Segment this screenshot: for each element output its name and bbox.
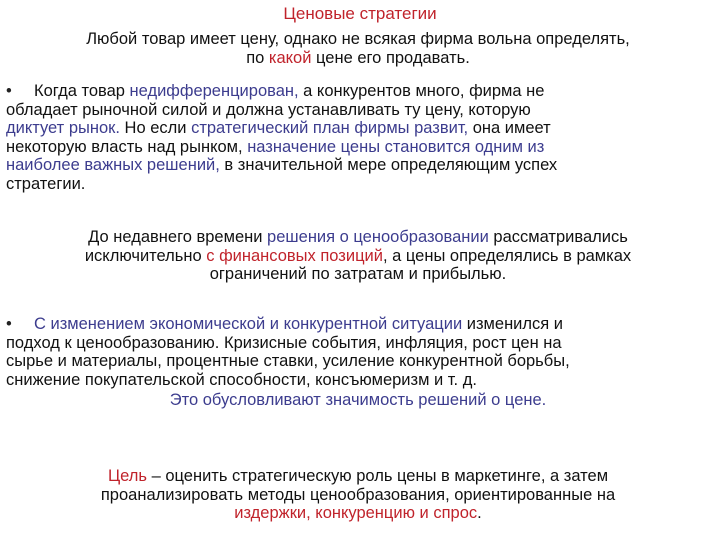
intro-line-2: по какой цене его продавать. — [246, 48, 470, 67]
paragraph-history — [6, 228, 710, 284]
p4-line-2: проанализировать методы ценообразования, ориентированные на — [100, 485, 616, 504]
paragraph-goal — [6, 467, 710, 523]
p1-line-3: диктует рынок. Но если стратегический план фирмы развит, она имеет — [6, 119, 551, 138]
p4-line-3: издержки, конкуренцию и спрос. — [234, 504, 482, 523]
p2-line-3: ограничений по затратам и прибылью. — [209, 265, 507, 284]
p2-line-1: До недавнего времени решения о ценообразовании рассматривались — [88, 228, 628, 246]
p3-line-3: сырье и материалы, процентные ставки, усиление конкурентной борьбы, — [6, 352, 570, 371]
p3-line-2: подход к ценообразованию. Кризисные события, инфляция, рост цен на — [6, 333, 562, 352]
slide-title: Ценовые стратегии — [283, 4, 437, 23]
paragraph-changes — [6, 315, 710, 410]
bullet-marker: • — [6, 315, 12, 333]
p2-line-2: исключительно с финансовых позиций, а цены определялись в рамках — [84, 246, 632, 265]
intro-line-1: Любой товар имеет цену, однако не всякая фирма вольна определять, — [86, 30, 630, 48]
p1-line-5: наиболее важных решений, в значительной мере определяющим успех — [6, 156, 558, 175]
p1-line-1: • Когда товар недифференцирован, а конкурентов много, фирма не — [6, 82, 545, 100]
paragraph-undifferentiated — [6, 82, 710, 194]
p4-line-1: Цель – оценить стратегическую роль цены в маркетинге, а затем — [107, 467, 609, 485]
p1-line-2: обладает рыночной силой и должна устанавливать ту цену, которую — [6, 100, 531, 119]
p3-line-1: • С изменением экономической и конкурентной ситуации изменился и — [6, 315, 564, 333]
intro-paragraph — [6, 30, 710, 67]
p1-line-4: некоторую власть над рынком, назначение цены становится одним из — [6, 137, 545, 156]
bullet-marker: • — [6, 82, 12, 100]
p3-line-5: Это обусловливают значимость решений о цене. — [169, 391, 547, 410]
p3-line-4: снижение покупательской способности, консъюмеризм и т. д. — [6, 370, 477, 389]
p1-line-6: стратегии. — [6, 174, 86, 193]
